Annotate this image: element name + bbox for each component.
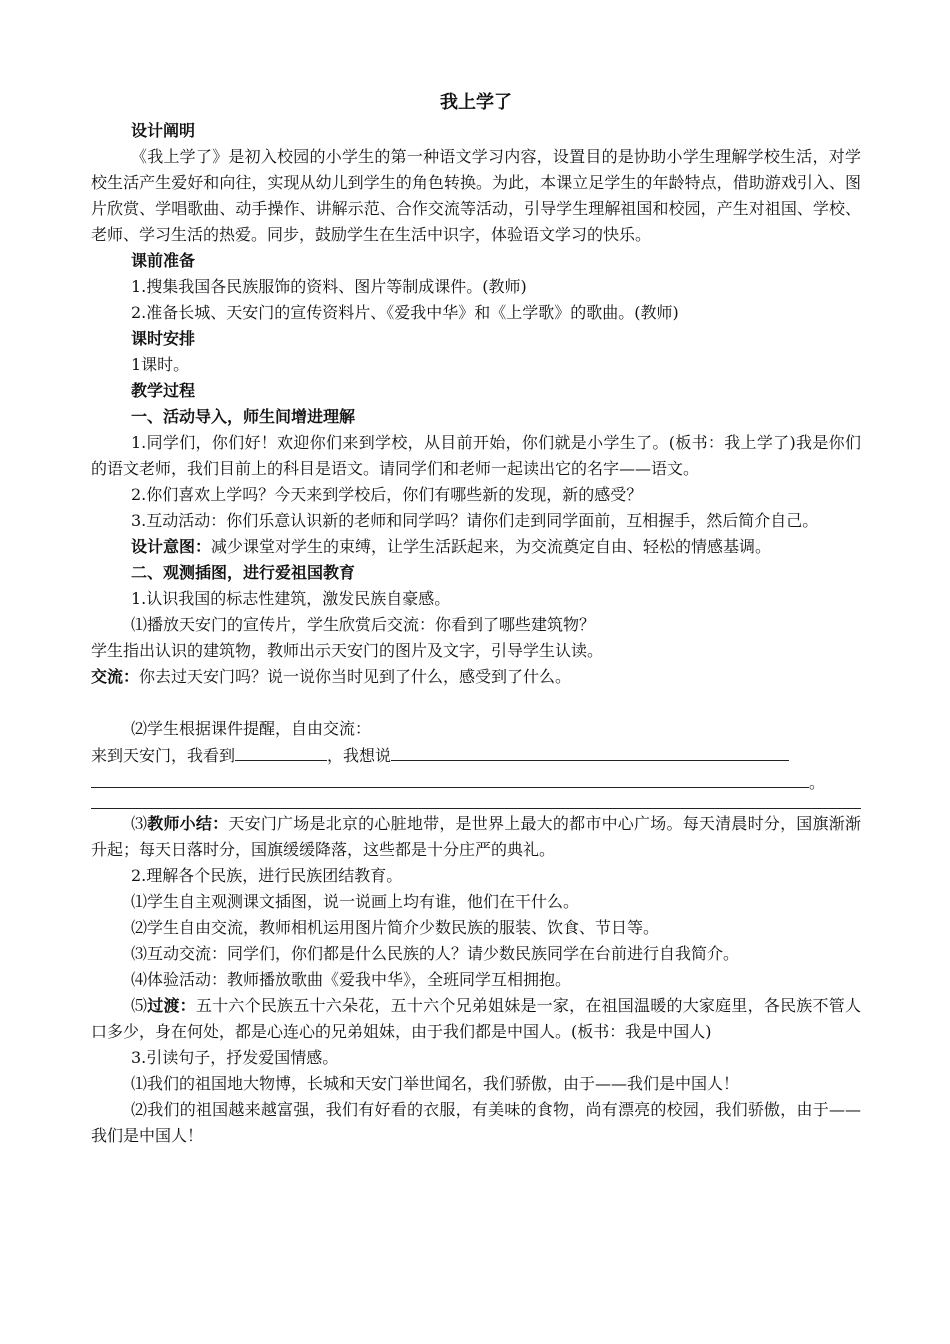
fill-prompt-a: 来到天安门，我看到 <box>91 746 236 765</box>
section-heading-prep: 课前准备 <box>131 251 196 270</box>
item-2e-number: ⑸ <box>131 996 148 1015</box>
part2-item-1a: ⑴播放天安门的宣传片，学生欣赏后交流：你看到了哪些建筑物？ <box>131 615 596 634</box>
part2-item-2: 2.理解各个民族，进行民族团结教育。 <box>131 866 403 885</box>
exchange-label: 交流： <box>91 667 140 686</box>
fill-in-line <box>91 742 861 769</box>
part1-item-3: 3.互动活动：你们乐意认识新的老师和同学吗？请你们走到同学面前，互相握手，然后简介自己。 <box>131 511 819 530</box>
part2-item-2d: ⑷体验活动：教师播放歌曲《爱我中华》，全班同学互相拥抱。 <box>131 970 572 989</box>
part2-item-2a: ⑴学生自主观测课文插图，说一说画上均有谁，他们在干什么。 <box>131 892 580 911</box>
exchange-text: 你去过天安门吗？说一说你当时见到了什么，感受到了什么。 <box>139 667 572 686</box>
fill-blank-3[interactable] <box>91 769 809 788</box>
transition-label: 过渡： <box>147 996 196 1015</box>
design-intent-text: 减少课堂对学生的束缚，让学生活跃起来，为交流奠定自由、轻松的情感基调。 <box>211 537 772 556</box>
part2-item-2e <box>91 993 861 1045</box>
part2-item-2c: ⑶互动交流：同学们，你们都是什么民族的人？请少数民族同学在台前进行自我简介。 <box>131 944 740 963</box>
summary-text: 天安门广场是北京的心脏地带，是世界上最大的都市中心广场。每天清晨时分，国旗渐渐升起；每天日落时分，国旗缓缓降落，这些都是十分庄严的典礼。 <box>91 814 861 859</box>
document-page <box>91 88 861 1149</box>
summary-label: 教师小结： <box>147 814 229 833</box>
fill-prompt-b: ，我想说 <box>327 746 392 765</box>
part2-item-3b: ⑵我们的祖国越来越富强，我们有好看的衣服，有美味的食物，尚有漂亮的校园，我们骄傲，由于——我们是中国人！ <box>91 1100 861 1145</box>
part2-heading: 二、观测插图，进行爱祖国教育 <box>131 563 356 582</box>
document-title: 我上学了 <box>440 92 512 113</box>
time-text: 1课时。 <box>131 355 190 374</box>
part2-item-3: 3.引读句子，抒发爱国情感。 <box>131 1048 339 1067</box>
exchange-line <box>91 664 861 690</box>
design-intent <box>91 534 861 560</box>
transition-text: 五十六个民族五十六朵花，五十六个兄弟姐妹是一家，在祖国温暖的大家庭里，各民族不管人口多少，身在何处，都是心连心的兄弟姐妹，由于我们都是中国人。(板书：我是中国人) <box>91 996 861 1041</box>
fill-blank-1[interactable] <box>235 742 327 761</box>
fill-blank-2[interactable] <box>391 742 789 761</box>
part2-item-1: 1.认识我国的标志性建筑，激发民族自豪感。 <box>131 589 451 608</box>
section-heading-design: 设计阐明 <box>131 121 196 140</box>
design-paragraph: 《我上学了》是初入校园的小学生的第一种语文学习内容，设置目的是协助小学生理解学校生活，对学校生活产生爱好和向往，实现从幼儿到学生的角色转换。为此，本课立足学生的年龄特点，借助游戏引入、图片欣赏、学唱歌曲、动手操作、讲解示范、合作交流等活动，引导学生理解祖国和校园，产生对祖国、学校、老师、学习生活的热爱。同步，鼓励学生在生活中识字，体验语文学习的快乐。 <box>91 147 861 244</box>
fill-in-line-2 <box>91 769 861 796</box>
item-1c-number: ⑶ <box>131 814 148 833</box>
prep-item-1: 1.搜集我国各民族服饰的资料、图片等制成课件。(教师) <box>131 277 527 296</box>
part2-item-1c <box>91 811 861 863</box>
part2-item-1b: ⑵学生根据课件提醒，自由交流： <box>131 719 372 738</box>
part2-item-3a: ⑴我们的祖国地大物博，长城和天安门举世闻名，我们骄傲，由于——我们是中国人！ <box>131 1074 740 1093</box>
section-heading-time: 课时安排 <box>131 329 196 348</box>
part1-item-1: 1.同学们，你们好！欢迎你们来到学校，从目前开始，你们就是小学生了。(板书：我上学了)我是你们的语文老师，我们目前上的科目是语文。请同学们和老师一起读出它的名字——语文。 <box>91 433 861 478</box>
section-heading-process: 教学过程 <box>131 381 196 400</box>
fill-end-mark: 。 <box>809 773 826 792</box>
divider-line <box>91 796 861 809</box>
part2-item-1a-followup: 学生指出认识的建筑物，教师出示天安门的图片及文字，引导学生认读。 <box>91 641 604 660</box>
prep-item-2: 2.准备长城、天安门的宣传资料片、《爱我中华》和《上学歌》的歌曲。(教师) <box>131 303 679 322</box>
design-intent-label: 设计意图： <box>131 537 212 556</box>
part1-heading: 一、活动导入，师生间增进理解 <box>131 407 356 426</box>
part2-item-2b: ⑵学生自由交流，教师相机运用图片简介少数民族的服装、饮食、节日等。 <box>131 918 660 937</box>
part1-item-2: 2.你们喜欢上学吗？今天来到学校后，你们有哪些新的发现，新的感受？ <box>131 485 643 504</box>
blank-gap <box>91 690 861 716</box>
